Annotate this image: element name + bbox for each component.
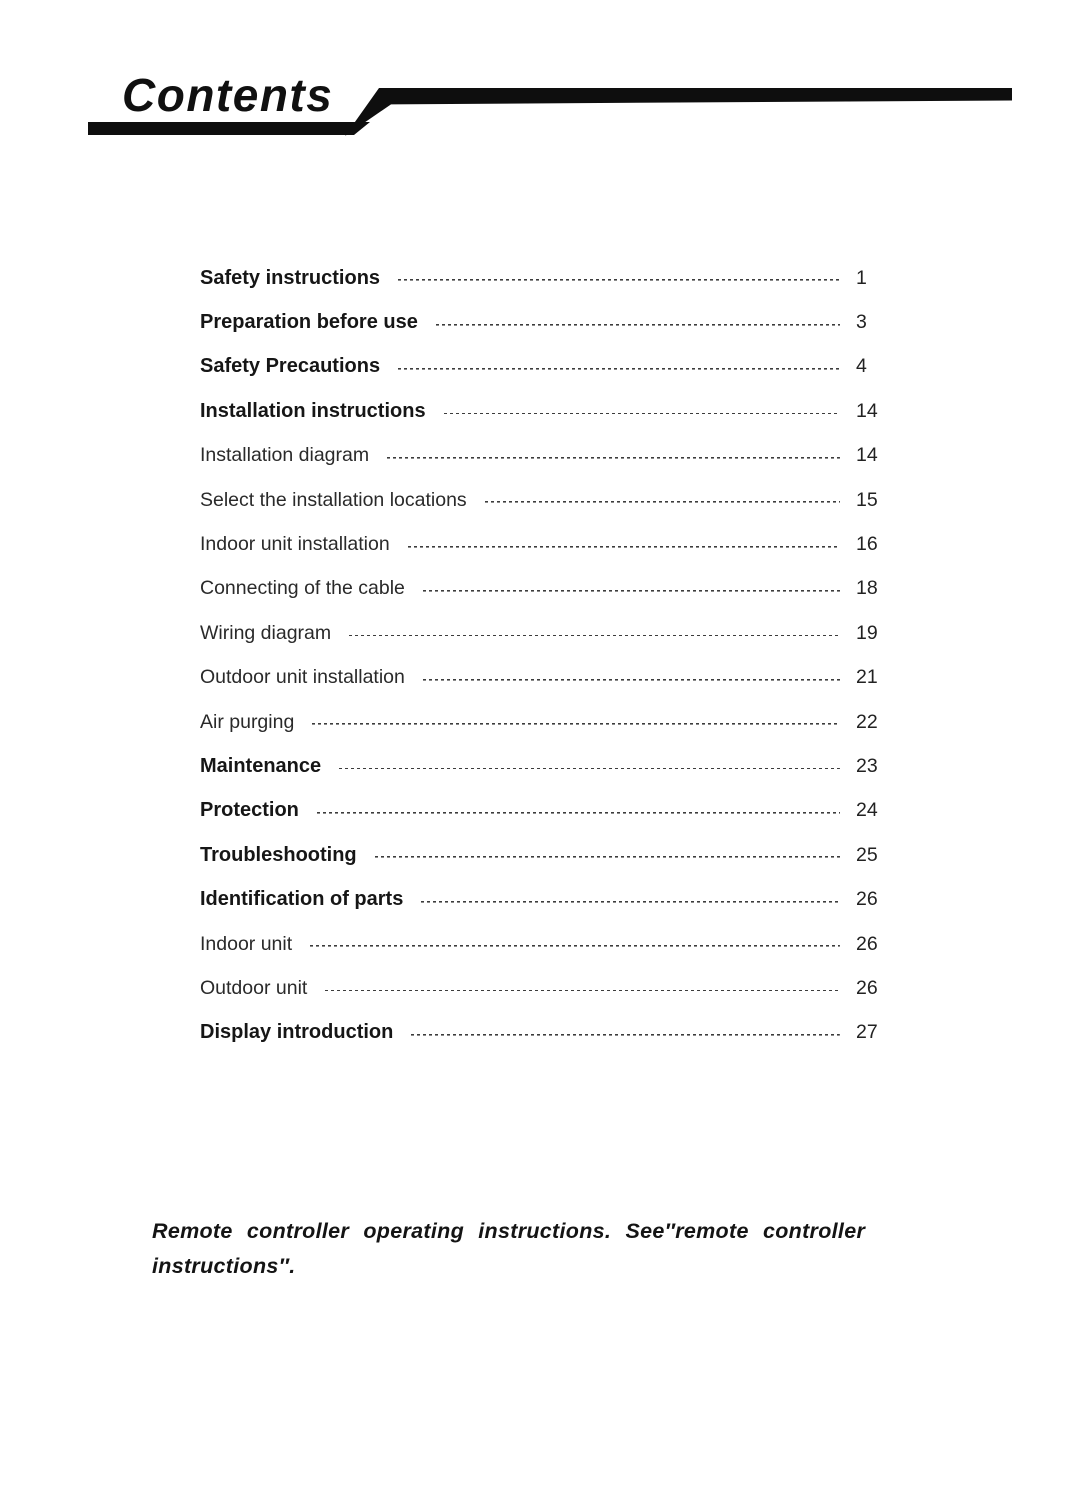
toc-entry-page: 14: [856, 444, 878, 467]
toc-entry-page: 26: [856, 976, 878, 999]
toc-entry-page: 14: [856, 399, 878, 422]
toc-entry: [200, 922, 900, 966]
toc-entry-page: 21: [856, 666, 878, 689]
toc-entry-page: 25: [856, 843, 878, 866]
toc-dotted-leader: [485, 501, 840, 503]
toc-dotted-leader: [398, 279, 840, 281]
toc-entry-page: 1: [856, 266, 867, 289]
toc-entry: [200, 700, 900, 744]
header-underline-rule: [88, 122, 370, 135]
toc-dotted-leader: [423, 679, 840, 681]
toc-entry-page: 22: [856, 710, 878, 733]
toc-dotted-leader: [423, 590, 840, 592]
toc-entry-label: Troubleshooting: [200, 843, 357, 866]
toc-dotted-leader: [339, 767, 840, 769]
toc-entry: [200, 434, 900, 478]
toc-dotted-leader: [436, 324, 840, 326]
toc-entry-label: Indoor unit: [200, 932, 293, 955]
toc-list: [200, 256, 900, 1055]
toc-entry-page: 15: [856, 488, 878, 511]
toc-entry: [200, 256, 900, 300]
toc-dotted-leader: [317, 812, 840, 814]
toc-dotted-leader: [408, 546, 840, 548]
toc-entry: [200, 611, 900, 655]
toc-entry-label: Wiring diagram: [200, 621, 332, 644]
toc-entry: [200, 522, 900, 566]
page-title: Contents: [122, 69, 334, 121]
toc-entry-label: Installation instructions: [200, 399, 426, 422]
toc-entry-label: Outdoor unit: [200, 976, 308, 999]
toc-entry-label: Maintenance: [200, 754, 322, 777]
toc-entry-page: 26: [856, 888, 878, 911]
toc-entry-label: Preparation before use: [200, 311, 418, 334]
footer-note-line1: Remote controller operating instructions. See″remote controller: [152, 1219, 866, 1243]
toc-entry-label: Connecting of the cable: [200, 577, 405, 600]
toc-entry-page: 23: [856, 754, 878, 777]
toc-entry: [200, 389, 900, 433]
toc-entry: [200, 567, 900, 611]
toc-dotted-leader: [421, 901, 840, 903]
page-header: [0, 0, 1083, 170]
toc-entry: [200, 833, 900, 877]
toc-entry-page: 19: [856, 621, 878, 644]
toc-entry-label: Indoor unit installation: [200, 533, 390, 556]
footer-note: [152, 1214, 932, 1284]
toc-entry: [200, 345, 900, 389]
toc-entry: [200, 744, 900, 788]
toc-entry-label: Installation diagram: [200, 444, 370, 467]
toc-entry: [200, 1011, 900, 1055]
toc-dotted-leader: [398, 368, 840, 370]
header-swoosh-rule: [345, 88, 1012, 136]
toc-entry-label: Select the installation locations: [200, 488, 467, 511]
toc-entry-page: 27: [856, 1021, 878, 1044]
toc-entry: [200, 789, 900, 833]
toc-dotted-leader: [312, 723, 840, 725]
toc-entry-page: 18: [856, 577, 878, 600]
toc-entry: [200, 300, 900, 344]
toc-entry-label: Outdoor unit installation: [200, 666, 405, 689]
toc-dotted-leader: [387, 457, 840, 459]
toc-entry-label: Display introduction: [200, 1021, 394, 1044]
toc-dotted-leader: [411, 1034, 840, 1036]
toc-entry: [200, 656, 900, 700]
toc-entry-label: Air purging: [200, 710, 295, 733]
toc-entry-label: Safety Precautions: [200, 355, 381, 378]
toc-entry-page: 4: [856, 355, 867, 378]
toc-entry-page: 3: [856, 311, 867, 334]
toc-entry: [200, 966, 900, 1010]
toc-entry-label: Protection: [200, 799, 299, 822]
toc-dotted-leader: [375, 856, 840, 858]
toc-dotted-leader: [349, 634, 840, 636]
toc-entry-page: 24: [856, 799, 878, 822]
toc-dotted-leader: [444, 412, 840, 414]
toc-entry: [200, 478, 900, 522]
toc-dotted-leader: [310, 945, 840, 947]
footer-note-line2: instructions″.: [152, 1254, 296, 1278]
toc-entry-label: Safety instructions: [200, 266, 381, 289]
toc-entry-page: 26: [856, 932, 878, 955]
toc-entry-label: Identification of parts: [200, 888, 404, 911]
toc-dotted-leader: [325, 989, 840, 991]
toc-entry: [200, 877, 900, 921]
toc-entry-page: 16: [856, 533, 878, 556]
